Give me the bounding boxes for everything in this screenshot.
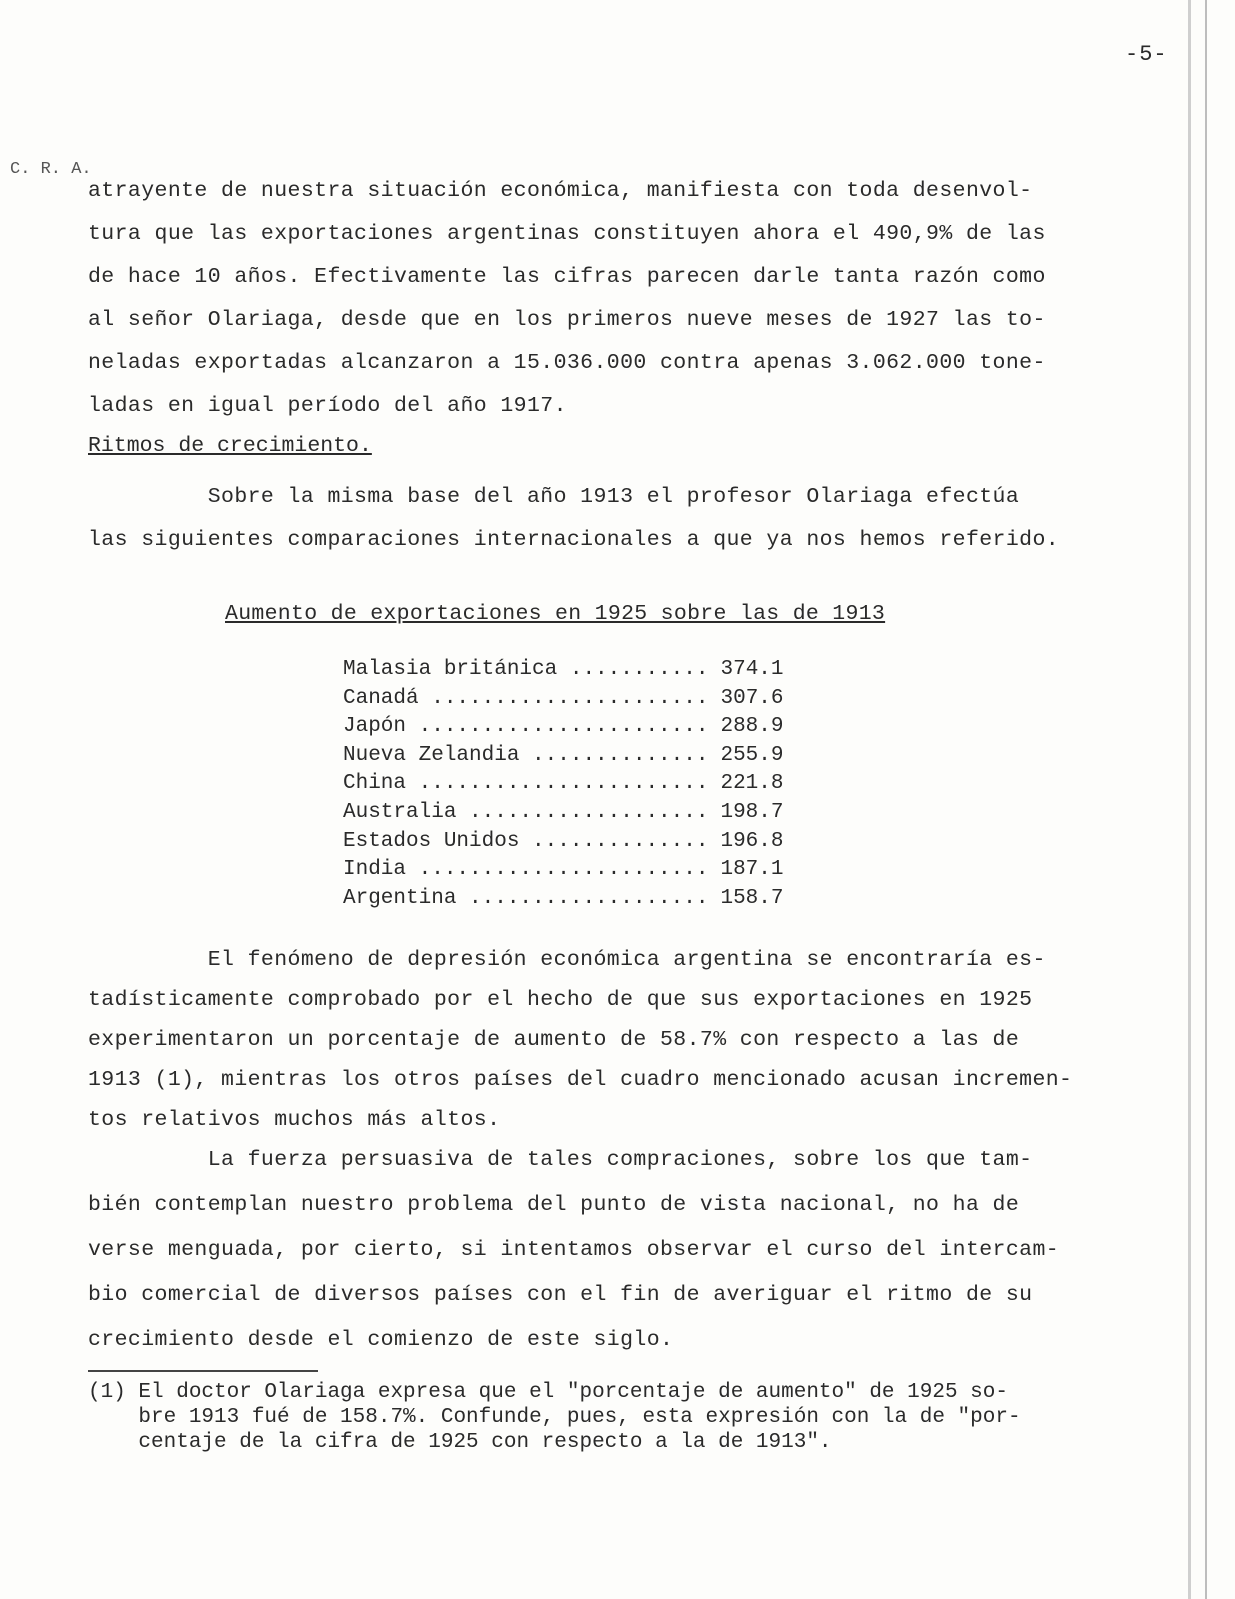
country-name: China — [343, 772, 407, 796]
country-name: Canadá — [343, 686, 419, 710]
country-value: 221.8 — [720, 772, 784, 796]
footnote-line: (1) El doctor Olariaga expresa que el "porcentaje de aumento" de 1925 so- — [88, 1381, 1008, 1404]
text-line: verse menguada, por cierto, si intentamos observar el curso del intercam- — [88, 1238, 1060, 1262]
leader-dots: ....................... — [406, 715, 709, 739]
country-value: 288.9 — [720, 715, 784, 739]
exports-table — [343, 656, 784, 913]
text-line: atrayente de nuestra situación económica, manifiesta con toda desenvol- — [88, 179, 1033, 203]
country-value: 307.6 — [720, 686, 784, 710]
country-name: India — [343, 858, 407, 882]
country-value: 158.7 — [720, 886, 784, 910]
table-row — [343, 828, 784, 857]
leader-dots: ...................... — [418, 686, 709, 710]
country-name: Australia — [343, 800, 457, 824]
text-line: bién contemplan nuestro problema del punto de vista nacional, no ha de — [88, 1193, 1020, 1217]
table-row — [343, 856, 784, 885]
country-value: 255.9 — [720, 743, 784, 767]
page-edge-shadow-outer — [1205, 0, 1207, 1599]
margin-mark: C. R. A. — [10, 160, 92, 179]
text-line: al señor Olariaga, desde que en los primeros nueve meses de 1927 las to- — [88, 308, 1046, 332]
text-line: ladas en igual período del año 1917. — [88, 394, 567, 418]
table-row — [343, 656, 784, 685]
page-number: -5- — [1125, 42, 1168, 67]
leader-dots: ....................... — [406, 858, 709, 882]
leader-dots: ....................... — [406, 772, 709, 796]
country-value: 198.7 — [720, 800, 784, 824]
table-row — [343, 685, 784, 714]
leader-dots: ................... — [456, 886, 709, 910]
country-name: Japón — [343, 715, 407, 739]
text-line: Sobre la misma base del año 1913 el profesor Olariaga efectúa — [88, 485, 1020, 509]
table-row — [343, 770, 784, 799]
text-line: La fuerza persuasiva de tales compraciones, sobre los que tam- — [88, 1148, 1033, 1172]
paragraph-2 — [88, 476, 1178, 562]
text-line: 1913 (1), mientras los otros países del cuadro mencionado acusan incremen- — [88, 1068, 1073, 1092]
leader-dots: .............. — [519, 829, 709, 853]
paragraph-3 — [88, 940, 1178, 1140]
country-name: Argentina — [343, 886, 457, 910]
country-value: 374.1 — [720, 658, 784, 681]
text-line: tadísticamente comprobado por el hecho de que sus exportaciones en 1925 — [88, 988, 1033, 1012]
text-line: neladas exportadas alcanzaron a 15.036.000 contra apenas 3.062.000 tone- — [88, 351, 1046, 375]
table-row — [343, 885, 784, 914]
country-value: 196.8 — [720, 829, 784, 853]
section-heading: Ritmos de crecimiento. — [88, 434, 372, 458]
country-name: Nueva Zelandia — [343, 743, 520, 767]
text-line: experimentaron un porcentaje de aumento de 58.7% con respecto a las de — [88, 1028, 1020, 1052]
country-value: 187.1 — [720, 858, 784, 882]
page-edge-shadow — [1188, 0, 1191, 1599]
table-row — [343, 799, 784, 828]
text-line: tos relativos muchos más altos. — [88, 1108, 501, 1132]
text-line: tura que las exportaciones argentinas constituyen ahora el 490,9% de las — [88, 222, 1046, 246]
leader-dots: ........... — [557, 658, 709, 681]
text-line: de hace 10 años. Efectivamente las cifras parecen darle tanta razón como — [88, 265, 1046, 289]
paragraph-1 — [88, 170, 1178, 428]
leader-dots: ................... — [456, 800, 709, 824]
footnote-line: bre 1913 fué de 158.7%. Confunde, pues, esta expresión con la de "por- — [88, 1406, 1021, 1429]
paragraph-4 — [88, 1138, 1178, 1363]
country-name: Estados Unidos — [343, 829, 520, 853]
country-name: Malasia británica — [343, 658, 558, 681]
table-row — [343, 713, 784, 742]
footnote — [88, 1380, 1178, 1455]
text-line: las siguientes comparaciones internacionales a que ya nos hemos referido. — [88, 528, 1060, 552]
text-line: El fenómeno de depresión económica argentina se encontraría es- — [88, 948, 1046, 972]
text-line: crecimiento desde el comienzo de este siglo. — [88, 1328, 674, 1352]
text-line: bio comercial de diversos países con el fin de averiguar el ritmo de su — [88, 1283, 1033, 1307]
footnote-divider — [88, 1370, 318, 1372]
table-title: Aumento de exportaciones en 1925 sobre las de 1913 — [225, 602, 886, 626]
footnote-line: centaje de la cifra de 1925 con respecto a la de 1913". — [88, 1431, 832, 1454]
table-row — [343, 742, 784, 771]
leader-dots: .............. — [519, 743, 709, 767]
